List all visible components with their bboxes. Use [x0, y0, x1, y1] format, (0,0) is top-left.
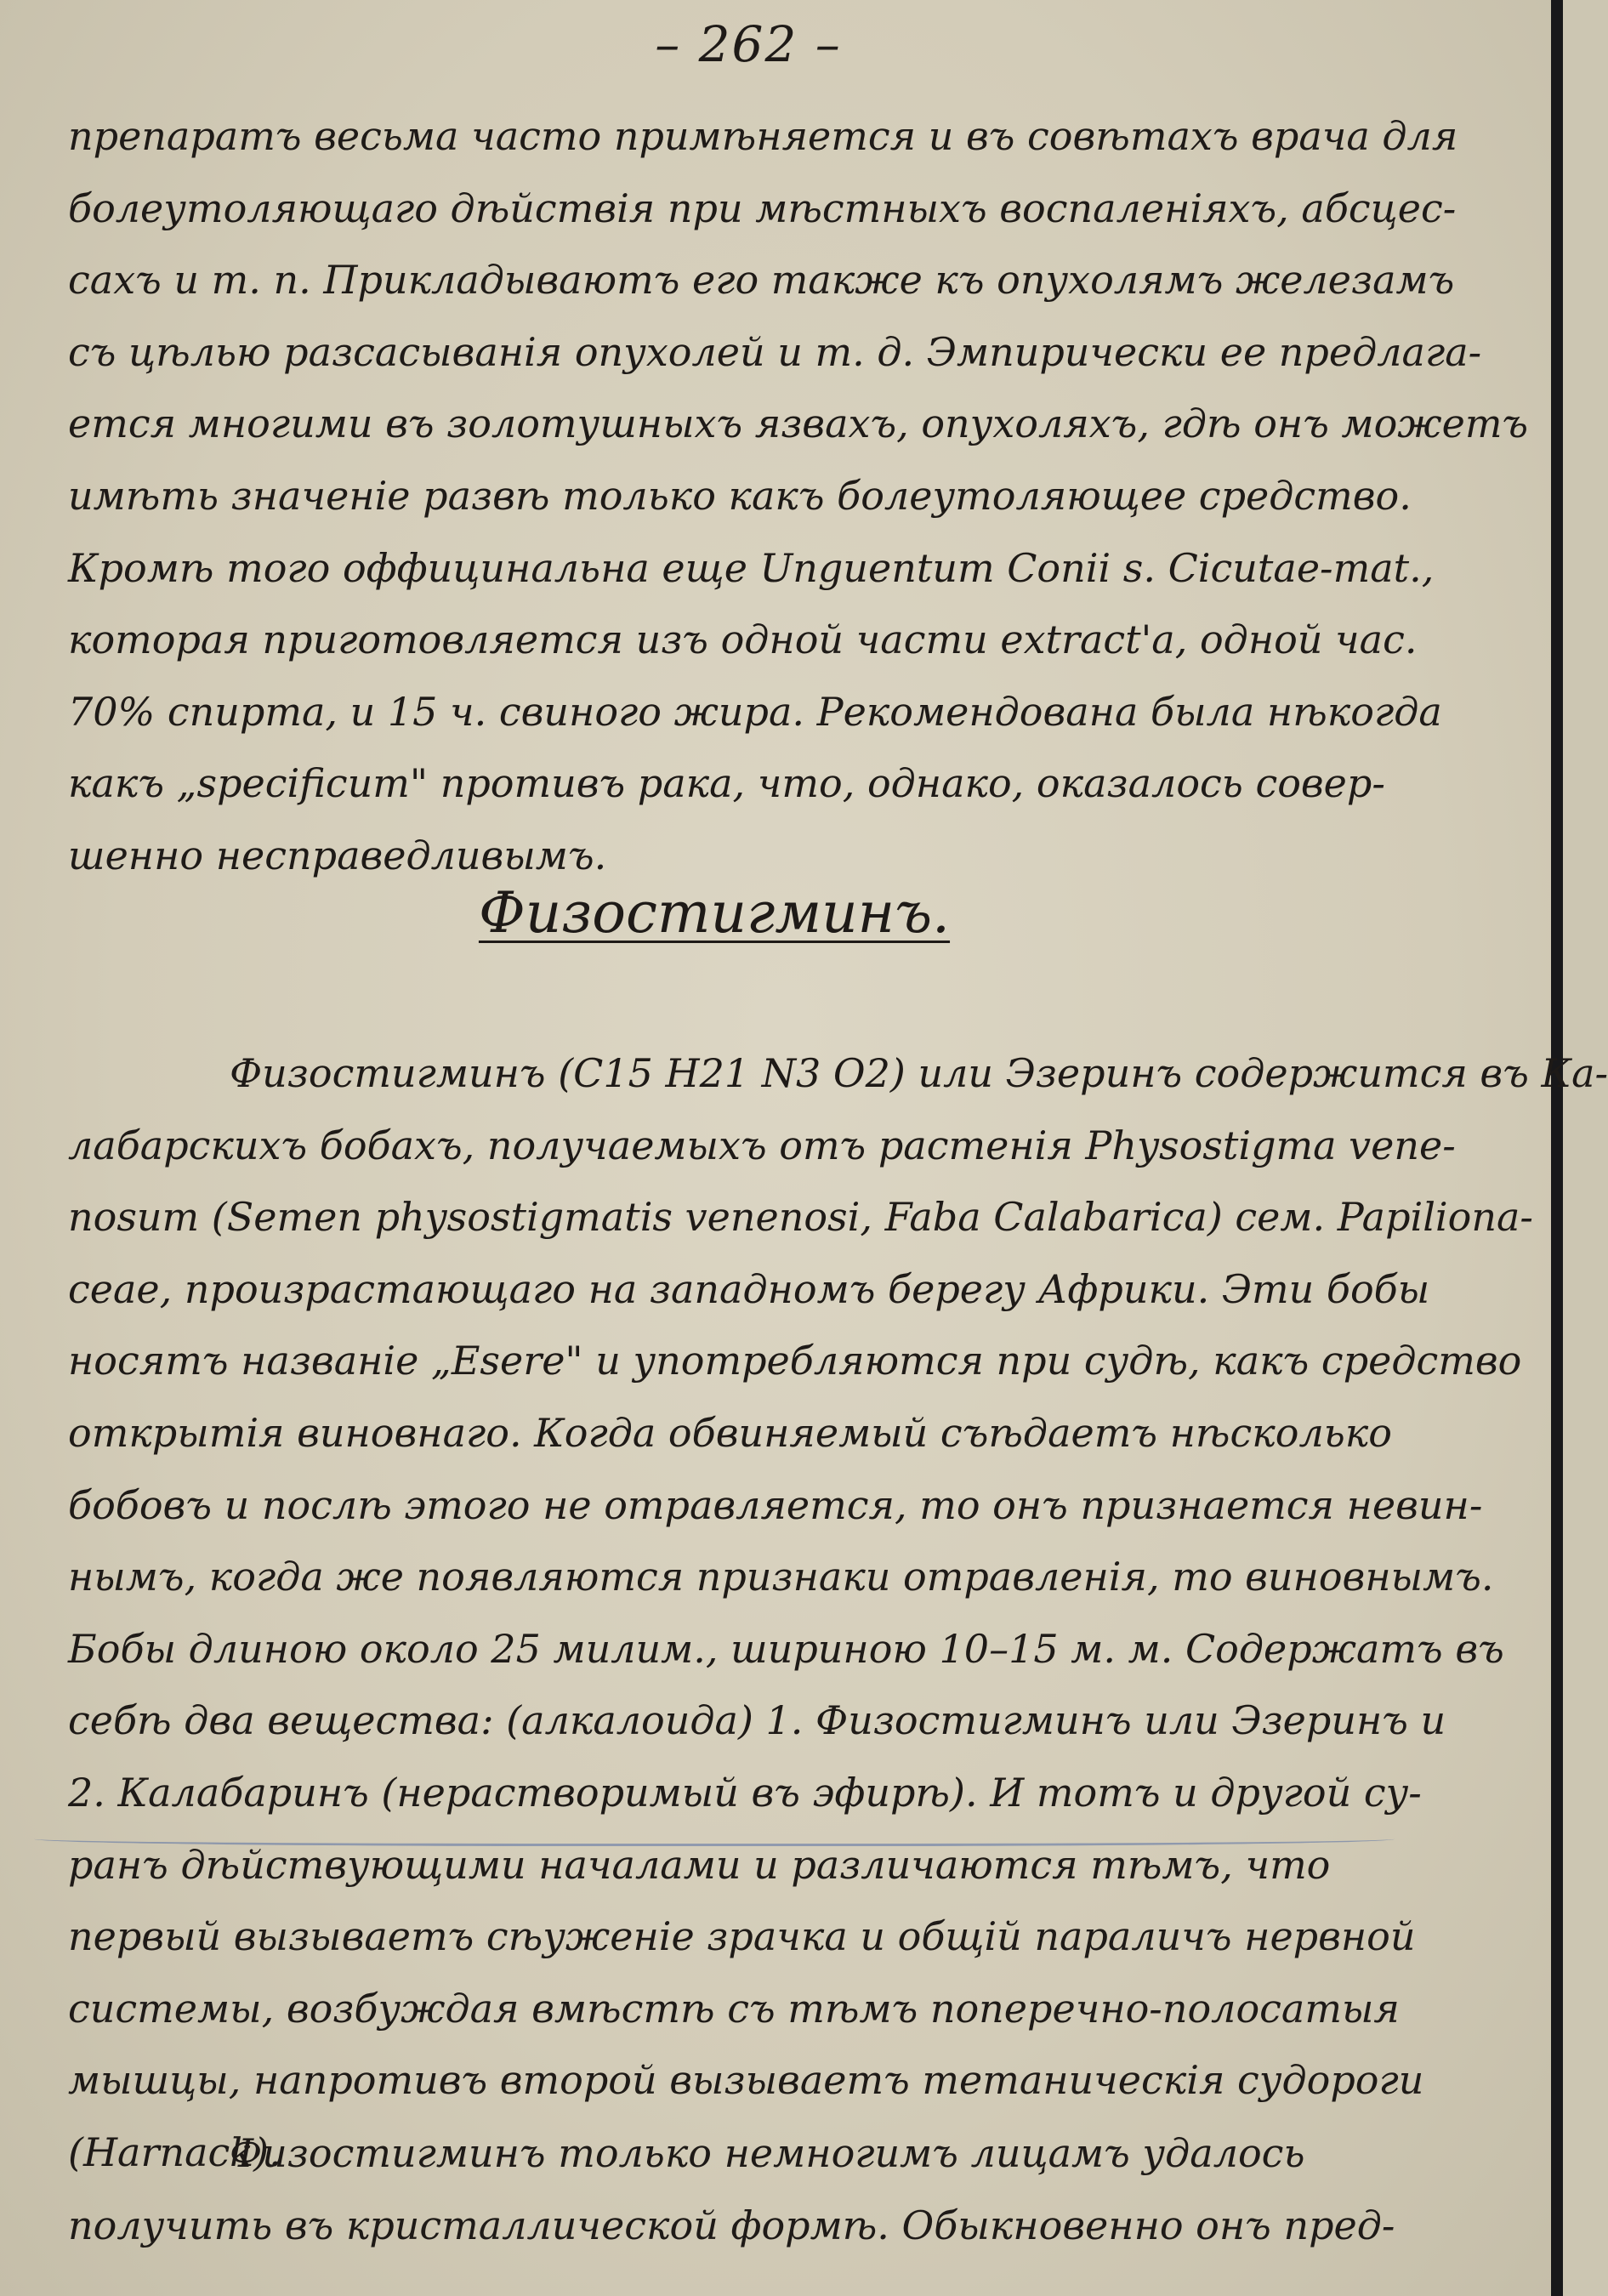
text-line: съ цѣлью разсасыванія опухолей и т. д. Эмпирически ее предлага-: [68, 328, 1482, 375]
text-line: открытія виновнаго. Когда обвиняемый съѣдаетъ нѣсколько: [68, 1409, 1392, 1456]
text-line: носятъ названіе „Esere" и употребляются при судѣ, какъ средство: [68, 1338, 1522, 1384]
text-line: болеутоляющаго дѣйствія при мѣстныхъ воспаленіяхъ, абсцес-: [68, 185, 1457, 231]
text-line: nosum (Semen physostigmatis venenosi, Faba Calabarica) сем. Papiliona-: [68, 1194, 1533, 1241]
text-line: ется многими въ золотушныхъ язвахъ, опухоляхъ, гдѣ онъ можетъ: [68, 401, 1529, 447]
text-line: системы, возбуждая вмѣстѣ съ тѣмъ поперечно-полосатыя: [68, 1985, 1400, 2032]
section-title: Физостигминъ.: [478, 880, 951, 946]
text-line: получить въ кристаллической формѣ. Обыкновенно онъ пред-: [68, 2202, 1395, 2248]
text-line: мышцы, напротивъ второй вызываетъ тетаническія судороги: [68, 2057, 1424, 2104]
text-line: ceae, произрастающаго на западномъ берегу Африки. Эти бобы: [68, 1265, 1430, 1312]
text-line: которая приготовляется изъ одной части extract'а, одной час.: [68, 617, 1418, 663]
pencil-mark: [34, 1828, 1395, 1846]
page-edge-shadow: [1551, 0, 1563, 2296]
text-line: Бобы длиною около 25 милим., шириною 10–15 м. м. Содержатъ въ: [68, 1625, 1504, 1672]
text-line: сахъ и т. п. Прикладываютъ его также къ опухолямъ железамъ: [68, 257, 1455, 304]
text-line: шенно несправедливымъ.: [68, 832, 607, 878]
text-line: бобовъ и послѣ этого не отравляется, то онъ признается невин-: [68, 1481, 1483, 1528]
text-line: (Harnack).: [68, 2128, 281, 2175]
text-line: лабарскихъ бобахъ, получаемыхъ отъ растенія Physostigma vene-: [68, 1122, 1456, 1168]
paragraph-crystalline: [68, 2117, 1463, 2261]
page-number: – 262 –: [655, 15, 842, 73]
text-line: 2. Калабаринъ (нерастворимый въ эфирѣ). И тотъ и другой су-: [68, 1769, 1422, 1816]
paragraph-conium: [68, 100, 1529, 892]
text-line: себѣ два вещества: (алкалоида) 1. Физостигминъ или Эзеринъ и: [68, 1697, 1446, 1744]
text-line: первый вызываетъ сѣуженіе зрачка и общій параличъ нервной: [68, 1913, 1416, 1960]
text-line: Физостигминъ только немногимъ лицамъ удалось: [230, 2130, 1305, 2176]
text-line: препаратъ весьма часто примѣняется и въ совѣтахъ врача для: [68, 113, 1458, 159]
text-line: какъ „specificum" противъ рака, что, однако, оказалось совер-: [68, 760, 1385, 807]
text-line: нымъ, когда же появляются признаки отравленія, то виновнымъ.: [68, 1554, 1494, 1600]
paragraph-physostigmine: [68, 1037, 1608, 2189]
text-line: 70% спирта, и 15 ч. свиного жира. Рекомендована была нѣкогда: [68, 688, 1442, 735]
text-line: имѣть значеніе развѣ только какъ болеутоляющее средство.: [68, 472, 1412, 519]
text-line: ранъ дѣйствующими началами и различаются тѣмъ, что: [68, 1841, 1331, 1888]
text-line: Физостигминъ (C15 H21 N3 O2) или Эзеринъ содержится въ Ка-: [230, 1050, 1608, 1096]
text-line: Кромѣ того оффицинальна еще Unguentum Conii s. Cicutae-mat.,: [68, 544, 1435, 591]
